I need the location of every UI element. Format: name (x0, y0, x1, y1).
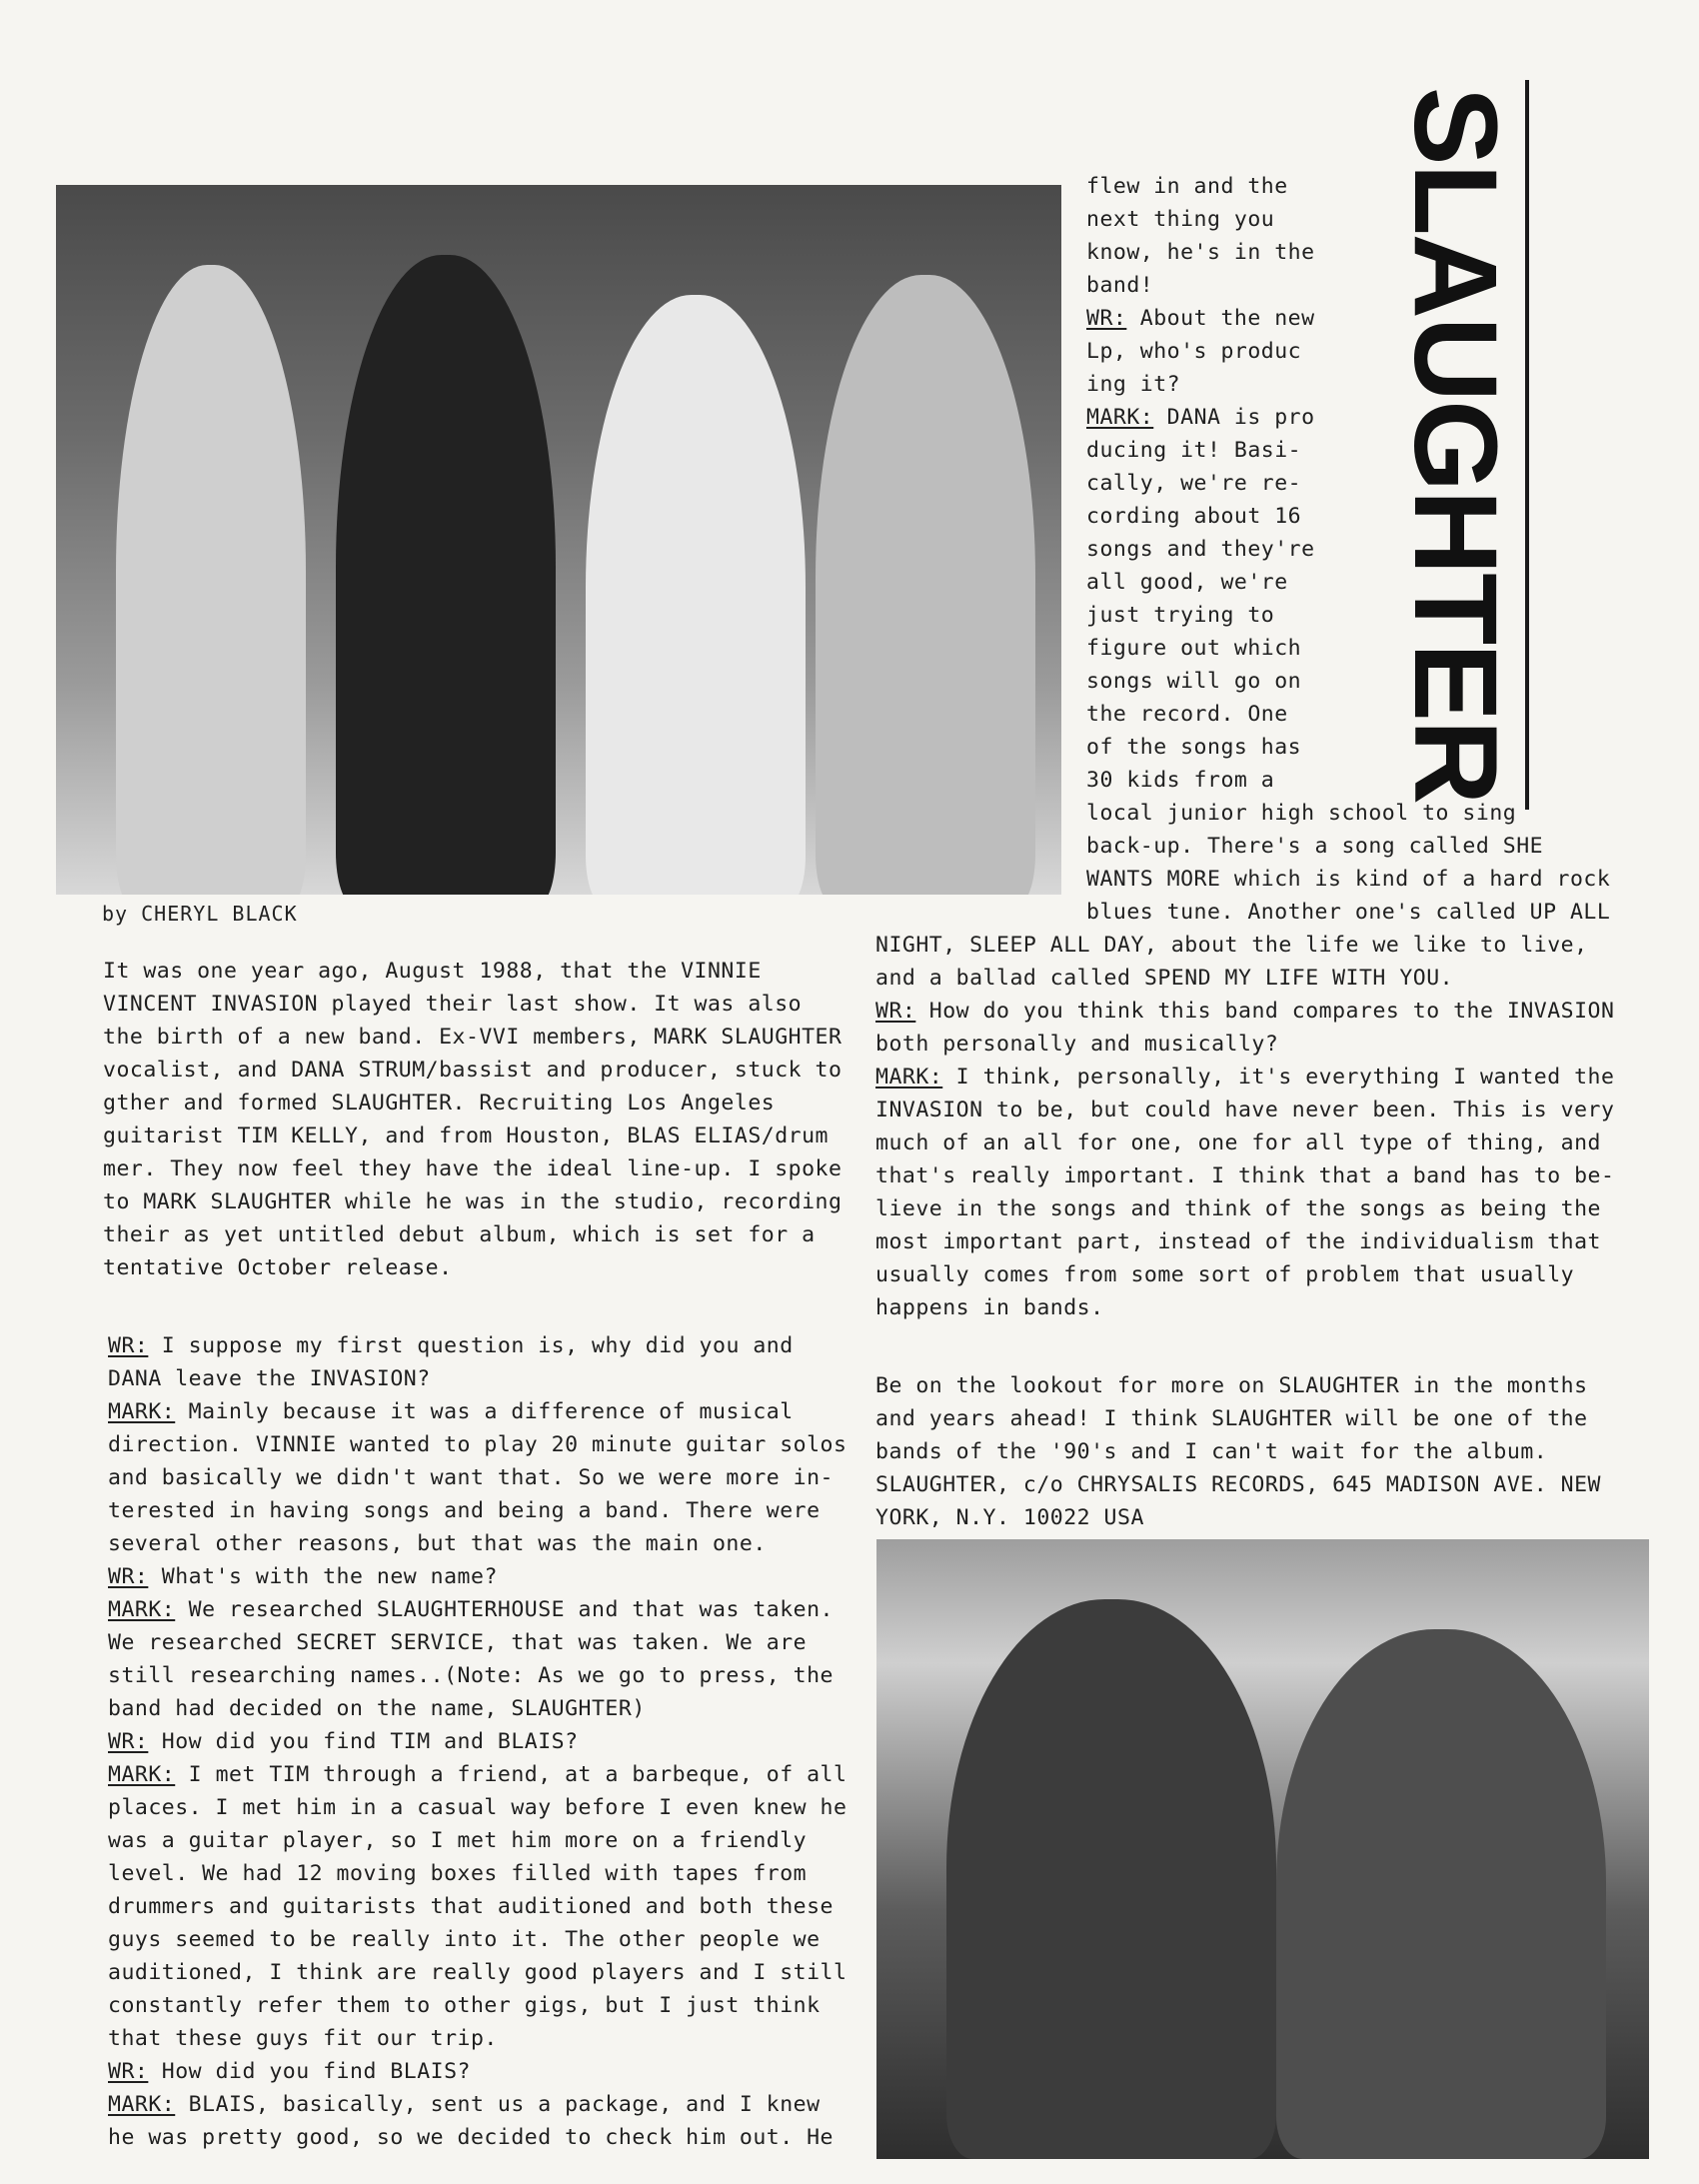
line-text: songs and they're (1086, 537, 1315, 562)
speaker-label: MARK: (108, 1762, 176, 1787)
speaker-label: MARK: (108, 2092, 176, 2117)
text-line: blues tune. Another one's called UP ALL (1086, 900, 1611, 925)
line-text: direction. VINNIE wanted to play 20 minute guitar solos (108, 1432, 848, 1457)
text-line (1086, 335, 1315, 368)
text-line: and years ahead! I think SLAUGHTER will be one of the (875, 1406, 1588, 1431)
line-text: all good, we're (1086, 570, 1288, 595)
text-line (875, 1061, 1614, 1093)
text-line (108, 2055, 847, 2088)
interview-right-mid (1086, 797, 1610, 929)
line-text: How did you find BLAIS? (148, 2059, 472, 2084)
text-line (108, 1494, 847, 1527)
text-line (1086, 434, 1315, 467)
text-line: their as yet untitled debut album, which is set for a (103, 1222, 816, 1247)
band-member-3 (586, 295, 806, 895)
line-text: band! (1086, 273, 1154, 298)
text-line (108, 1989, 847, 2022)
text-line: VINCENT INVASION played their last show. It was also (103, 992, 803, 1017)
line-text: Lp, who's produc (1086, 339, 1302, 364)
text-line: WANTS MORE which is kind of a hard rock (1086, 867, 1611, 892)
line-text: How do you think this band compares to the INVASION (915, 999, 1615, 1024)
line-text: I met TIM through a friend, at a barbeque, of all (175, 1762, 848, 1787)
duo-member-1 (946, 1599, 1276, 2159)
speaker-label: WR: (108, 1564, 149, 1589)
byline-caption: by CHERYL BLACK (102, 902, 298, 926)
text-line: bands of the '90's and I can't wait for the album. (875, 1439, 1548, 1464)
line-text: the record. One (1086, 702, 1288, 727)
line-text: that these guys fit our trip. (108, 2026, 498, 2051)
text-line (108, 1758, 847, 1791)
line-text: DANA is pro (1153, 405, 1315, 430)
text-line (108, 1824, 847, 1857)
line-text: cally, we're re- (1086, 471, 1302, 496)
line-text: cording about 16 (1086, 504, 1302, 529)
text-line (108, 2022, 847, 2055)
line-text: just trying to (1086, 603, 1275, 628)
line-text: guys seemed to be really into it. The other people we (108, 1927, 821, 1952)
text-line: back-up. There's a song called SHE (1086, 834, 1544, 859)
line-text: ducing it! Basi- (1086, 438, 1302, 463)
text-line (1086, 665, 1315, 698)
line-text: band had decided on the name, SLAUGHTER) (108, 1696, 646, 1721)
masthead-title: SLAUGHTER (1389, 86, 1521, 804)
text-line (108, 1659, 847, 1692)
text-line (1086, 632, 1315, 665)
speaker-label: WR: (1086, 306, 1127, 331)
line-text: BLAIS, basically, sent us a package, and I knew (175, 2092, 821, 2117)
line-text: About the new (1126, 306, 1315, 331)
line-text: happens in bands. (875, 1295, 1104, 1320)
text-line (875, 1192, 1614, 1225)
text-line (1086, 170, 1315, 203)
text-line (1086, 698, 1315, 731)
text-line: local junior high school to sing (1086, 801, 1517, 826)
speaker-label: MARK: (1086, 405, 1154, 430)
masthead (1385, 80, 1529, 810)
text-line (875, 1225, 1614, 1258)
text-line (1086, 764, 1315, 797)
text-line: Be on the lookout for more on SLAUGHTER in the months (875, 1373, 1588, 1398)
text-line: to MARK SLAUGHTER while he was in the studio, recording (103, 1189, 843, 1214)
text-line (108, 1725, 847, 1758)
speaker-label: MARK: (108, 1597, 176, 1622)
line-text: places. I met him in a casual way before I even knew he (108, 1795, 848, 1820)
text-line (875, 1291, 1614, 1324)
text-line (1086, 599, 1315, 632)
text-line (1086, 236, 1315, 269)
text-line (1086, 401, 1315, 434)
text-line (108, 2088, 847, 2121)
text-line: tentative October release. (103, 1255, 453, 1280)
text-line (1086, 500, 1315, 533)
speaker-label: MARK: (875, 1065, 943, 1090)
line-text: We researched SLAUGHTERHOUSE and that was taken. (175, 1597, 834, 1622)
text-line (875, 962, 1614, 995)
text-line: mer. They now feel they have the ideal line-up. I spoke (103, 1156, 843, 1181)
text-line: vocalist, and DANA STRUM/bassist and producer, stuck to (103, 1058, 843, 1083)
speaker-label: WR: (108, 1333, 149, 1358)
line-text: Mainly because it was a difference of musical (175, 1399, 794, 1424)
text-line: gther and formed SLAUGHTER. Recruiting Los Angeles (103, 1091, 776, 1115)
line-text: of the songs has (1086, 735, 1302, 760)
text-line (108, 1956, 847, 1989)
line-text: much of an all for one, one for all type of thing, and (875, 1130, 1601, 1155)
text-line (108, 1593, 847, 1626)
line-text: We researched SECRET SERVICE, that was taken. We are (108, 1630, 808, 1655)
text-line (1086, 566, 1315, 599)
duo-member-2 (1276, 1629, 1606, 2159)
text-line (1086, 467, 1315, 500)
line-text: 30 kids from a (1086, 768, 1275, 793)
intro-paragraph (103, 955, 842, 1284)
text-line (108, 1692, 847, 1725)
text-line: YORK, N.Y. 10022 USA (875, 1505, 1144, 1530)
speaker-label: WR: (108, 2059, 149, 2084)
text-line (108, 1560, 847, 1593)
text-line (108, 1857, 847, 1890)
band-member-1 (116, 265, 306, 895)
speaker-label: WR: (875, 999, 916, 1024)
text-line (875, 1159, 1614, 1192)
line-text: I suppose my first question is, why did you and (148, 1333, 794, 1358)
line-text: NIGHT, SLEEP ALL DAY, about the life we like to live, (875, 933, 1588, 958)
text-line (1086, 302, 1315, 335)
text-line (108, 1329, 847, 1362)
text-line: the birth of a new band. Ex-VVI members, MARK SLAUGHTER (103, 1025, 843, 1050)
line-text: most important part, instead of the individualism that (875, 1229, 1601, 1254)
text-line (875, 1258, 1614, 1291)
speaker-label: MARK: (108, 1399, 176, 1424)
line-text: auditioned, I think are really good players and I still (108, 1960, 848, 1985)
line-text: constantly refer them to other gigs, but I just think (108, 1993, 821, 2018)
text-line (875, 929, 1614, 962)
band-member-2 (336, 255, 556, 895)
text-line (108, 2121, 847, 2154)
line-text: usually comes from some sort of problem that usually (875, 1262, 1575, 1287)
text-line (875, 1093, 1614, 1126)
line-text: DANA leave the INVASION? (108, 1366, 431, 1391)
line-text: both personally and musically? (875, 1032, 1279, 1057)
text-line (108, 1626, 847, 1659)
line-text: that's really important. I think that a band has to be- (875, 1163, 1615, 1188)
line-text: songs will go on (1086, 669, 1302, 694)
text-line: SLAUGHTER, c/o CHRYSALIS RECORDS, 645 MADISON AVE. NEW (875, 1472, 1601, 1497)
line-text: How did you find TIM and BLAIS? (148, 1729, 579, 1754)
line-text: next thing you (1086, 207, 1275, 232)
text-line (108, 1362, 847, 1395)
closing-paragraph (875, 1369, 1601, 1534)
band-photo (56, 185, 1061, 895)
text-line (1086, 731, 1315, 764)
line-text: figure out which (1086, 636, 1302, 661)
interview-left-column (108, 1329, 847, 2154)
speaker-label: WR: (108, 1729, 149, 1754)
line-text: ing it? (1086, 372, 1181, 397)
line-text: still researching names..(Note: As we go to press, the (108, 1663, 834, 1688)
line-text: What's with the new name? (148, 1564, 498, 1589)
text-line (1086, 368, 1315, 401)
text-line (875, 995, 1614, 1028)
text-line: It was one year ago, August 1988, that the VINNIE (103, 959, 762, 984)
text-line (108, 1428, 847, 1461)
text-line (108, 1527, 847, 1560)
band-member-4 (816, 275, 1035, 895)
line-text: and basically we didn't want that. So we were more in- (108, 1465, 834, 1490)
text-line (108, 1791, 847, 1824)
line-text: flew in and the (1086, 174, 1288, 199)
line-text: lieve in the songs and think of the songs as being the (875, 1196, 1601, 1221)
line-text: level. We had 12 moving boxes filled with tapes from (108, 1861, 808, 1886)
line-text: drummers and guitarists that auditioned and both these (108, 1894, 834, 1919)
text-line (1086, 203, 1315, 236)
interview-right-wide (875, 929, 1614, 1324)
text-line (108, 1890, 847, 1923)
text-line (875, 1028, 1614, 1061)
line-text: INVASION to be, but could have never been. This is very (875, 1097, 1615, 1122)
interview-right-narrow (1086, 170, 1315, 797)
text-line (1086, 533, 1315, 566)
line-text: know, he's in the (1086, 240, 1315, 265)
text-line (108, 1461, 847, 1494)
text-line: guitarist TIM KELLY, and from Houston, BLAS ELIAS/drum (103, 1123, 829, 1148)
line-text: terested in having songs and being a band. There were (108, 1498, 821, 1523)
line-text: I think, personally, it's everything I wanted the (942, 1065, 1615, 1090)
line-text: he was pretty good, so we decided to check him out. He (108, 2125, 834, 2150)
line-text: several other reasons, but that was the main one. (108, 1531, 767, 1556)
text-line (108, 1395, 847, 1428)
line-text: and a ballad called SPEND MY LIFE WITH YOU. (875, 966, 1454, 991)
text-line (108, 1923, 847, 1956)
text-line (1086, 269, 1315, 302)
text-line (875, 1126, 1614, 1159)
line-text: was a guitar player, so I met him more on a friendly (108, 1828, 808, 1853)
duo-photo (876, 1539, 1649, 2159)
